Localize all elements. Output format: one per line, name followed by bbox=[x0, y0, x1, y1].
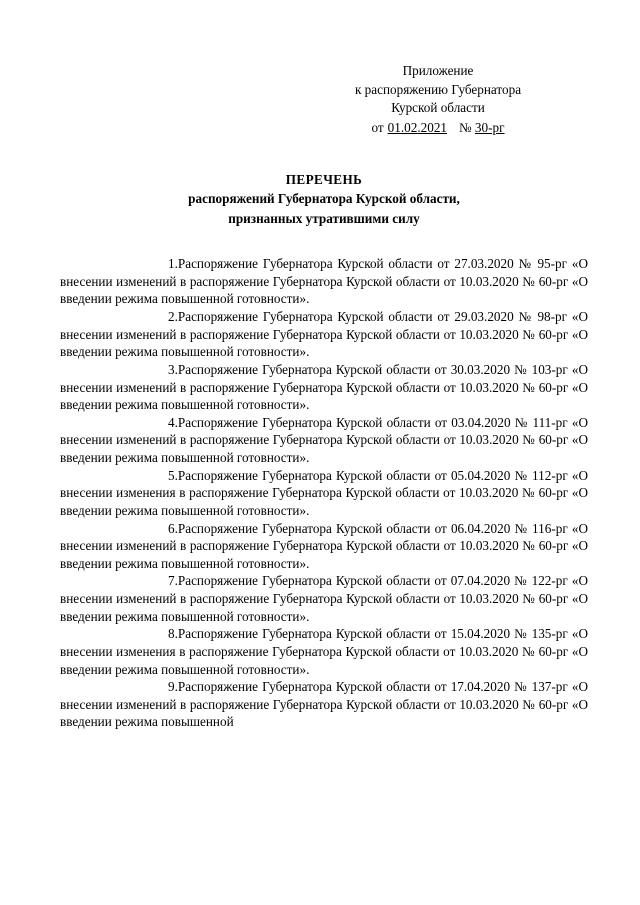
header-number-value: 30-рг bbox=[474, 120, 505, 136]
list-item bbox=[60, 467, 588, 520]
document-body bbox=[60, 255, 588, 731]
list-item-number: 7. bbox=[168, 573, 178, 589]
document-title-block bbox=[60, 171, 588, 227]
list-item-text: Распоряжение Губернатора Курской области от 30.03.2020 № 103-рг «О внесении изменений в распоряжение Губернатора Курской области от 10.03.2020 № 60-рг «О введении режима повышенной готовности». bbox=[60, 361, 588, 413]
list-item bbox=[60, 414, 588, 467]
title-subline-1: распоряжений Губернатора Курской области, bbox=[188, 191, 460, 207]
list-item-number: 3. bbox=[168, 361, 178, 377]
list-item-text: Распоряжение Губернатора Курской области от 07.04.2020 № 122-рг «О внесении изменений в распоряжение Губернатора Курской области от 10.03.2020 № 60-рг «О введении режима повышенной готовности». bbox=[60, 573, 588, 624]
list-item-number: 2. bbox=[168, 309, 178, 325]
header-date-value: 01.02.2021 bbox=[387, 120, 448, 136]
list-item-text: Распоряжение Губернатора Курской области от 15.04.2020 № 135-рг «О внесении изменения в распоряжение Губернатора Курской области от 10.03.2020 № 60-рг «О введении режима повышенной готовности». bbox=[60, 626, 588, 677]
list-item bbox=[60, 625, 588, 678]
document-header bbox=[288, 62, 588, 138]
list-item-number: 6. bbox=[168, 520, 178, 536]
list-item bbox=[60, 255, 588, 308]
list-item bbox=[60, 678, 588, 731]
header-line-appendix: Приложение bbox=[402, 63, 474, 78]
list-item-text: Распоряжение Губернатора Курской области от 06.04.2020 № 116-рг «О внесении изменений в распоряжение Губернатора Курской области от 10.03.2020 № 60-рг «О введении режима повышенной готовности». bbox=[60, 520, 588, 571]
header-date-label: от bbox=[371, 120, 384, 136]
list-item-number: 8. bbox=[168, 626, 178, 642]
title-subline-2: признанных утратившими силу bbox=[228, 210, 420, 226]
list-item-number: 5. bbox=[168, 467, 178, 483]
list-item bbox=[60, 361, 588, 414]
list-item-text: Распоряжение Губернатора Курской области от 27.03.2020 № 95-рг «О внесении изменений в распоряжение Губернатора Курской области от 10.03.2020 № 60-рг «О введении режима повышенной готовности». bbox=[60, 256, 588, 307]
list-item-text: Распоряжение Губернатора Курской области от 17.04.2020 № 137-рг «О внесении изменений в распоряжение Губернатора Курской области от 10.03.2020 № 60-рг «О введении режима повышенной bbox=[60, 679, 588, 730]
list-item-number: 9. bbox=[168, 679, 178, 695]
header-number-label: № bbox=[459, 120, 472, 136]
list-item-text: Распоряжение Губернатора Курской области от 05.04.2020 № 112-рг «О внесении изменения в распоряжение Губернатора Курской области от 10.03.2020 № 60-рг «О введении режима повышенной готовности». bbox=[60, 467, 588, 518]
page-title: ПЕРЕЧЕНЬ bbox=[285, 171, 363, 187]
list-item bbox=[60, 520, 588, 573]
list-item bbox=[60, 308, 588, 361]
list-item-text: Распоряжение Губернатора Курской области от 29.03.2020 № 98-рг «О внесении изменений в распоряжение Губернатора Курской области от 10.03.2020 № 60-рг «О введении режима повышенной готовности». bbox=[60, 309, 588, 360]
header-line-order: к распоряжению Губернатора bbox=[354, 81, 522, 97]
list-item bbox=[60, 572, 588, 625]
list-item-number: 4. bbox=[168, 414, 178, 430]
header-line-region: Курской области bbox=[391, 100, 485, 116]
list-item-text: Распоряжение Губернатора Курской области от 03.04.2020 № 111-рг «О внесении изменений в распоряжение Губернатора Курской области от 10.03.2020 № 60-рг «О введении режима повышенной готовности». bbox=[60, 414, 588, 466]
header-date-number-line bbox=[288, 119, 588, 138]
list-item-number: 1. bbox=[168, 256, 178, 272]
